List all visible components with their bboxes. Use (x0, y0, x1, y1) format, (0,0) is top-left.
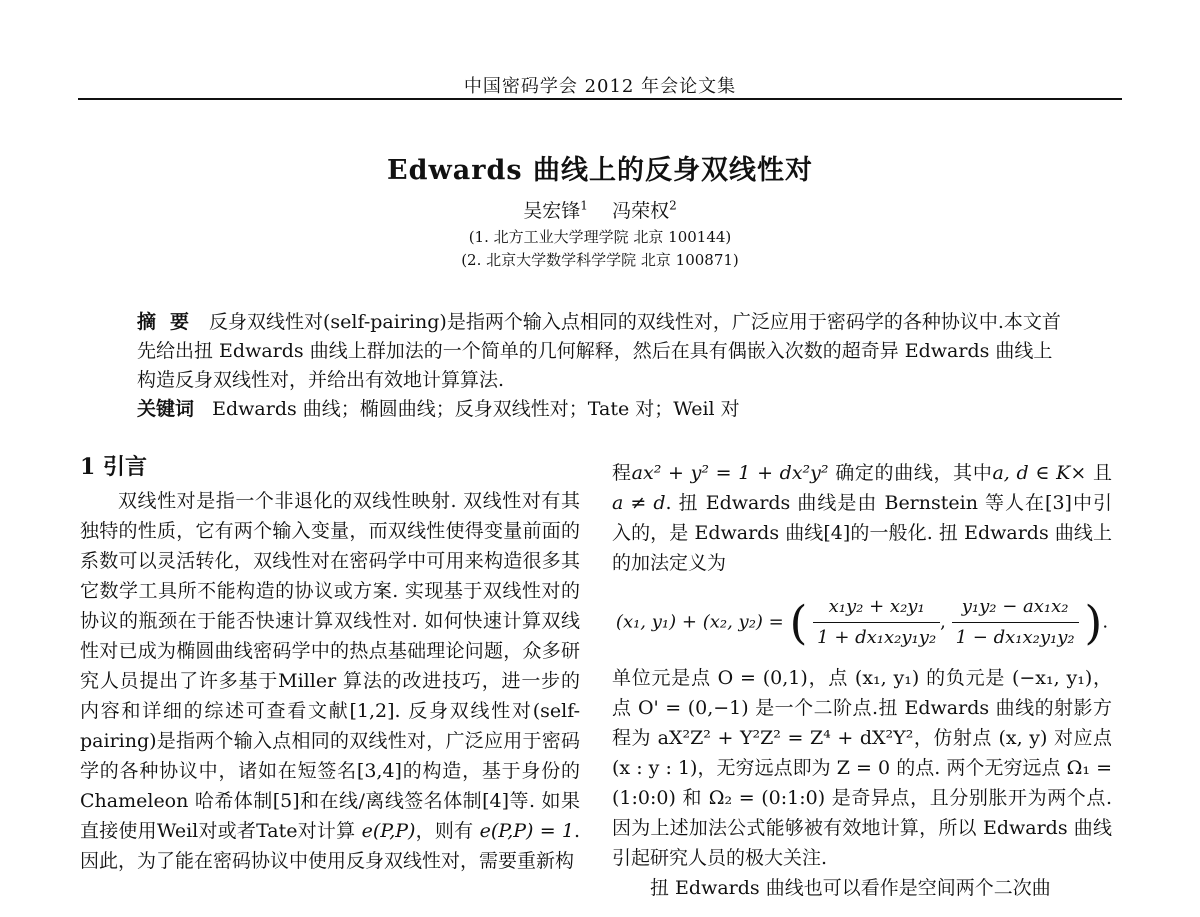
equation-e-pp: e(P,P) (361, 820, 416, 842)
fraction-x (813, 592, 940, 653)
addition-formula: (x₁, y₁) + (x₂, y₂) = ( $\frac{\text{x₁y₂ + x₂y₁}}{\text{1 + dx₁x₂y₁y₂}}$ , $\frac{\text{y₁y₂ − ax₁x₂}}{\text{1 − dx₁x₂y₁y₂}}$ ). (612, 592, 1112, 653)
curve-definition: 程ax² + y² = 1 + dx²y² 确定的曲线，其中a, d ∈ K× 且 a ≠ d. 扭 Edwards 曲线是由 Bernstein 等人在[3]中引入的，是 Edwards 曲线[4]的一般化. 扭 Edwards 曲线上的加法定义为 (612, 462, 1112, 574)
running-header: 中国密码学会 2012 年会论文集 (463, 76, 737, 97)
abstract-paragraph (137, 308, 1067, 395)
formula-lhs: (x₁, y₁) + (x₂, y₂) = (615, 611, 784, 633)
right-paren: ) (1084, 595, 1103, 650)
fraction-x-numerator: x₁y₂ + x₂y₁ (813, 592, 940, 623)
fraction-x-denominator: 1 + dx₁x₂y₁y₂ (817, 627, 937, 648)
curve-post: 确定的曲线，其中 (835, 462, 993, 484)
abstract-text: 反身双线性对(self-pairing)是指两个输入点相同的双线性对，广泛应用于密码学的各种协议中.本文首先给出扭 Edwards 曲线上群加法的一个简单的几何解释，然后在具有偶嵌入次数的超奇异 Edwards 曲线上构造反身双线性对，并给出有效地计算算法. (137, 311, 1061, 391)
fraction-y-numerator: y₁y₂ − ax₁x₂ (952, 592, 1079, 623)
fraction-y-denominator: 1 − dx₁x₂y₁y₂ (955, 627, 1075, 648)
abstract-label: 摘要 (137, 311, 204, 333)
author-2: 冯荣权 (612, 200, 670, 222)
curve-para: . 扭 Edwards 曲线是由 Bernstein 等人在[3]中引入的，是 Edwards 曲线[4]的一般化. 扭 Edwards 曲线上的加法定义为 (612, 492, 1112, 574)
curve-condition: a, d ∈ K× (992, 462, 1087, 484)
curve-equation: ax² + y² = 1 + dx²y² (631, 462, 829, 484)
fraction-y (952, 592, 1079, 653)
abstract-block (137, 308, 1067, 424)
author-1-sup: 1 (580, 198, 588, 213)
affiliation-1: (1. 北方工业大学理学院 北京 100144) (468, 228, 732, 246)
intro-text: 双线性对是指一个非退化的双线性映射. 双线性对有其独特的性质，它有两个输入变量，而双线性使得变量前面的系数可以灵活转化，双线性对在密码学中可用来构造很多其它数学工具所不能构造的协议或方案. 实现基于双线性对的协议的瓶颈在于能否快速计算双线性对. 如何快速计算双线性对已成为椭圆曲线密码学中的热点基础理论问题，众多研究人员提出了许多基于Miller 算法的改进技巧，进一步的内容和详细的综述可查看文献[1,2]. 反身双线性对(self-pairing)是指两个输入点相同的双线性对，广泛应用于密码学的各种协议中，诸如在短签名[3,4]的构造，基于身份的Chameleon 哈希体制[5]和在线/离线签名体制[4]等. 如果直接使用Weil对或者Tate对计算 (80, 490, 580, 842)
continuation-paragraph: 扭 Edwards 曲线也可以看作是空间两个二次曲 (650, 877, 1051, 899)
section-heading: 1 引言 (80, 454, 147, 480)
right-column (612, 458, 1112, 903)
left-paren: ( (789, 595, 808, 650)
equation-e-pp-one: e(P,P) = 1 (479, 820, 574, 842)
intro-mid: ，则有 (415, 820, 474, 842)
header-rule (78, 98, 1122, 100)
curve-pre: 程 (612, 462, 632, 484)
author-1: 吴宏锋 (523, 200, 581, 222)
curve-condition-2: a ≠ d (612, 492, 666, 514)
affiliation-2: (2. 北京大学数学科学学院 北京 100871) (461, 251, 739, 269)
authors (0, 196, 1200, 223)
keywords-line (137, 395, 1067, 424)
paper-title: Edwards 曲线上的反身双线性对 (387, 155, 813, 186)
intro-paragraph (80, 486, 580, 876)
author-2-sup: 2 (669, 198, 677, 213)
keywords-text: Edwards 曲线；椭圆曲线；反身双线性对；Tate 对；Weil 对 (212, 398, 740, 420)
left-column (80, 452, 580, 876)
keywords-label: 关键词 (137, 398, 195, 420)
group-law-paragraph: 单位元是点 O = (0,1)，点 (x₁, y₁) 的负元是 (−x₁, y₁)，点 O' = (0,−1) 是一个二阶点.扭 Edwards 曲线的射影方程为 aX²Z² + Y²Z² = Z⁴ + dX²Y²，仿射点 (x, y) 对应点 (x : y : 1)，无穷远点即为 Z = 0 的点. 两个无穷远点 Ω₁ = (1:0:0) 和 Ω₂ = (0:1:0) 是奇异点，且分别胀开为两个点. 因为上述加法公式能够被有效地计算，所以 Edwards 曲线引起研究人员的极大关注. (612, 667, 1112, 869)
intro-end: . 因此，为了能在密码协议中使用反身双线性对，需要重新构 (80, 820, 581, 872)
